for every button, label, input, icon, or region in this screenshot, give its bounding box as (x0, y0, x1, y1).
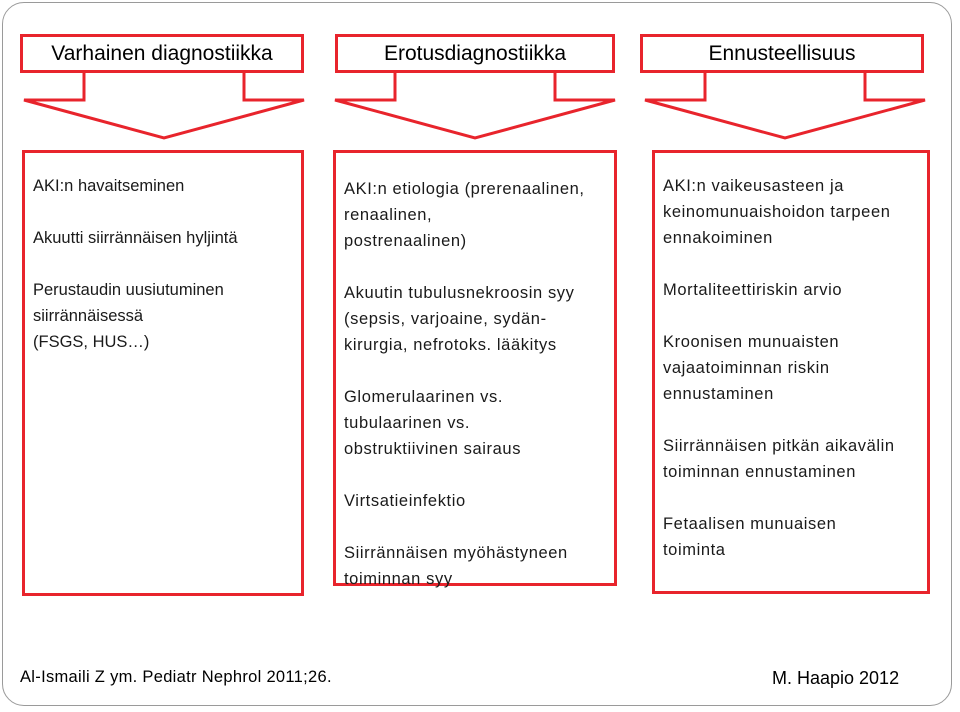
header-ennusteellisuus (640, 34, 924, 73)
text-line: renaalinen, (344, 206, 433, 224)
text-line: Siirrännäisen pitkän aikavälin (663, 437, 895, 455)
text-line: keinomunuaishoidon tarpeen (663, 203, 891, 221)
text-line: Siirrännäisen myöhästyneen (344, 544, 568, 562)
text-line: Mortaliteettiriskin arvio (663, 281, 843, 299)
arrow-3 (645, 70, 925, 138)
header-erotusdiagnostiikka (335, 34, 615, 73)
text-line: vajaatoiminnan riskin (663, 359, 830, 377)
citation: Al-Ismaili Z ym. Pediatr Nephrol 2011;26. (20, 668, 332, 686)
text-line: Akuutin tubulusnekroosin syy (344, 284, 575, 302)
text-line: siirrännäisessä (33, 307, 144, 325)
text-line: AKI:n havaitseminen (33, 177, 185, 195)
header-varhainen-diagnostiikka (20, 34, 304, 73)
text-line: postrenaalinen) (344, 232, 467, 250)
arrow-1 (24, 70, 304, 138)
text-line: ennustaminen (663, 385, 774, 403)
author-credit: M. Haapio 2012 (772, 668, 900, 688)
text-line: Fetaalisen munuaisen (663, 515, 837, 533)
header-label: Ennusteellisuus (708, 41, 856, 65)
text-line: toiminnan syy (344, 570, 453, 588)
text-line: toiminnan ennustaminen (663, 463, 856, 481)
text-line: ennakoiminen (663, 229, 773, 247)
text-line: obstruktiivinen sairaus (344, 440, 522, 458)
text-line: toiminta (663, 541, 726, 559)
text-line: (sepsis, varjoaine, sydän- (344, 310, 547, 328)
text-line: Virtsatieinfektio (344, 492, 466, 510)
text-line: tubulaarinen vs. (344, 414, 471, 432)
header-label: Erotusdiagnostiikka (383, 41, 567, 65)
text-line: kirurgia, nefrotoks. lääkitys (344, 336, 557, 354)
text-line: AKI:n vaikeusasteen ja (663, 177, 845, 195)
text-line: Perustaudin uusiutuminen (33, 281, 224, 299)
header-label: Varhainen diagnostiikka (51, 41, 273, 65)
arrow-2 (335, 70, 615, 138)
text-line: Glomerulaarinen vs. (344, 388, 504, 406)
text-line: Akuutti siirrännäisen hyljintä (33, 229, 238, 247)
text-line: (FSGS, HUS…) (33, 333, 150, 351)
text-line: Kroonisen munuaisten (663, 333, 840, 351)
text-line: AKI:n etiologia (prerenaalinen, (344, 180, 585, 198)
